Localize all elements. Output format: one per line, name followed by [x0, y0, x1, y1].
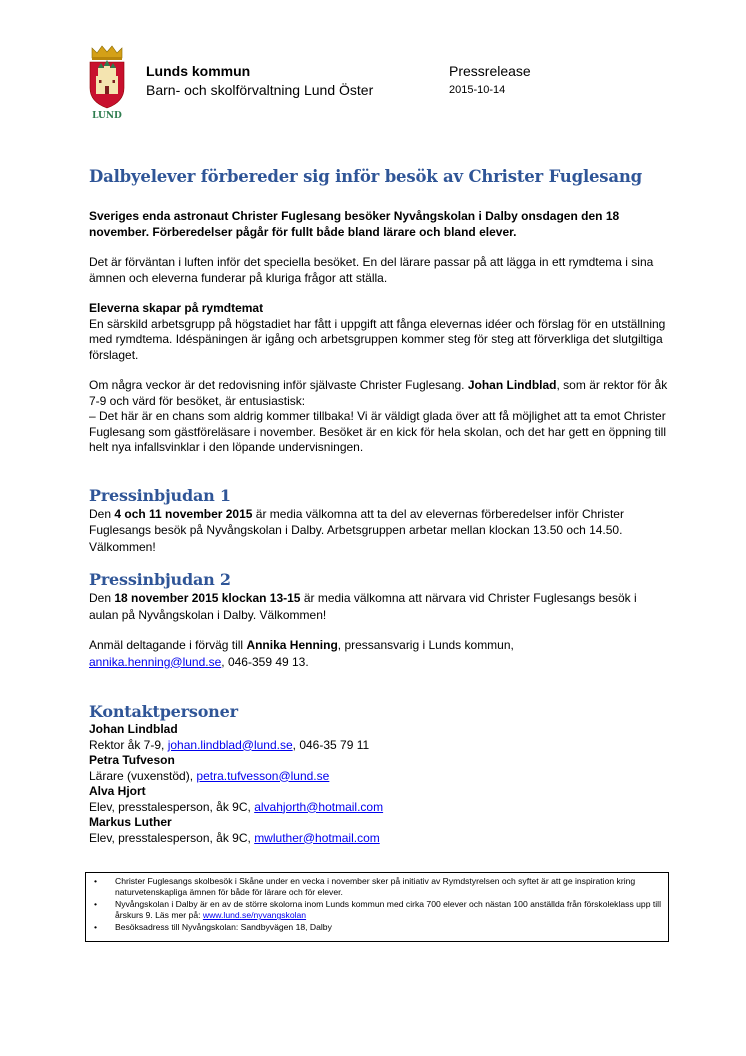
contacts-list [89, 722, 669, 846]
press2-date: 18 november 2015 klockan 13-15 [114, 591, 301, 605]
article-paragraph-3 [89, 378, 669, 409]
press-invite-1-heading: Pressinbjudan 1 [89, 485, 231, 505]
contact-role: Elev, presstalesperson, åk 9C, [89, 830, 255, 845]
rsvp-pre: Anmäl deltagande i förväg till [89, 638, 247, 652]
press2-post: är media välkomna att närvara vid Christer Fuglesangs besök i aulan på Nyvångskolan i Dalby. Välkommen! [89, 591, 637, 622]
press2-pre: Den [89, 591, 115, 605]
rsvp-phone: , 046-359 49 13. [221, 654, 309, 669]
contact-name: Markus Luther [89, 815, 172, 829]
fact-box [85, 872, 669, 942]
crown-castle-icon [86, 44, 128, 120]
fact-item [92, 899, 662, 922]
fact-item [92, 922, 662, 933]
rsvp-email-link[interactable]: annika.henning@lund.se [89, 654, 222, 669]
document-type: Pressrelease [449, 63, 531, 79]
article-lead: Sveriges enda astronaut Christer Fuglesang besöker Nyvångskolan i Dalby onsdagen den 18 november. Förberedelser pågår för fullt både bland lärare och bland elever. [89, 209, 620, 239]
fact-text: Christer Fuglesangs skolbesök i Skåne under en vecka i november sker på initiativ av Rymdstyrelsen och syftet är att ge inspiration kring naturvetenskapliga ämnen för både för lärare och för elever. [115, 876, 636, 898]
article-paragraph-1: Det är förväntan i luften inför det speciella besöket. En del lärare passar på att lägga in ett rymdtema i sina ämnen och eleverna funderar på kluriga frågor att ställa. [89, 255, 654, 285]
fact-item [92, 876, 662, 899]
fact-list [92, 876, 662, 933]
contact-details [89, 738, 669, 754]
p3-text-2: , som är rektor för åk 7-9 och värd för besöket, är entusiastisk: [89, 378, 668, 408]
contact-role: Lärare (vuxenstöd), [89, 768, 197, 783]
organization-name: Lunds kommun [146, 63, 251, 79]
lund-coat-of-arms-logo [86, 44, 128, 120]
press-invite-1-text [89, 506, 669, 556]
p3-text-1: Om några veckor är det redovisning inför självaste Christer Fuglesang. [89, 378, 468, 392]
press-invite-2-text [89, 590, 669, 623]
press-invite-2-heading: Pressinbjudan 2 [89, 570, 231, 589]
contact-details [89, 769, 669, 785]
contact-role: Elev, presstalesperson, åk 9C, [89, 799, 255, 814]
contact-details [89, 800, 669, 816]
article-body [89, 166, 669, 846]
contact-phone: , 046-35 79 11 [292, 737, 370, 752]
school-website-link[interactable]: www.lund.se/nyvangskolan [202, 910, 307, 921]
contact-name: Alva Hjort [89, 784, 146, 798]
logo-text: LUND [92, 111, 122, 120]
contact-role: Rektor åk 7-9, [89, 737, 168, 752]
press1-dates: 4 och 11 november 2015 [114, 506, 253, 521]
bullet-icon: • [94, 898, 98, 909]
article-subheading: Eleverna skapar på rymdtemat [89, 301, 264, 315]
article-quote: – Det här är en chans som aldrig kommer tillbaka! Vi är väldigt glada över att få möjlighet att ta emot Christer Fuglesang som gästföreläsare i november. Besöket är en kick för hela skolan, och det har gett en öppning till helt nya infallsvinklar i den löpande undervisningen. [89, 409, 666, 454]
contact-email-link[interactable]: johan.lindblad@lund.se [167, 737, 293, 752]
rsvp-text [89, 637, 669, 670]
fact-text: Nyvångskolan i Dalby är en av de större skolorna inom Lunds kommun med cirka 700 elever och nästan 100 anställda från förskoleklass upp till årskurs 9. Läs mer på: [115, 898, 661, 921]
contact-email-link[interactable]: petra.tufvesson@lund.se [196, 768, 330, 783]
contact-name: Petra Tufveson [89, 753, 175, 767]
press1-post: är media välkomna att ta del av elevernas förberedelser inför Christer Fuglesangs besök på Nyvångskolan i Dalby. Arbetsgruppen arbetar mellan klockan 13.50 och 14.50. Välkommen! [89, 506, 624, 554]
p3-name: Johan Lindblad [467, 378, 557, 392]
contacts-heading: Kontaktpersoner [89, 702, 238, 721]
bullet-icon: • [94, 876, 98, 886]
article-title: Dalbyelever förbereder sig inför besök av Christer Fuglesang [89, 167, 643, 186]
department-name: Barn- och skolförvaltning Lund Öster [146, 82, 374, 98]
contact-email-link[interactable]: mwluther@hotmail.com [254, 830, 380, 845]
contact-email-link[interactable]: alvahjorth@hotmail.com [254, 799, 384, 814]
bullet-icon: • [94, 921, 98, 932]
press1-pre: Den [89, 506, 115, 521]
rsvp-name: Annika Henning [246, 638, 338, 652]
rsvp-post: , pressansvarig i Lunds kommun, [337, 638, 514, 652]
article-paragraph-2: En särskild arbetsgrupp på högstadiet har fått i uppgift att fånga elevernas idéer och förslag för en utställning med rymdtema. Idéspäningen är igång och arbetsgruppen kommer steg för steg att förverkliga det slutgiltiga förslaget. [89, 316, 666, 362]
fact-text: Besöksadress till Nyvångskolan: Sandbyvägen 18, Dalby [115, 921, 332, 932]
document-date: 2015-10-14 [449, 84, 506, 96]
contact-details [89, 831, 669, 847]
contact-name: Johan Lindblad [89, 722, 178, 736]
